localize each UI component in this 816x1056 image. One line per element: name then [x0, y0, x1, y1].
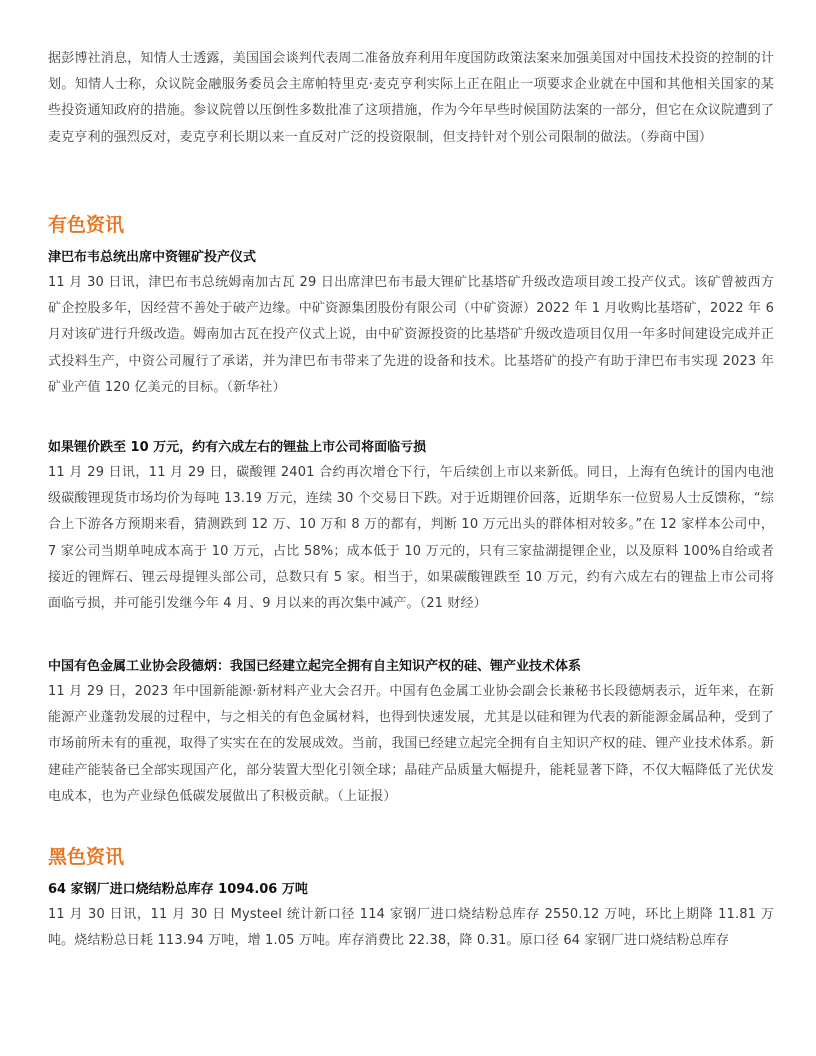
article-body: 11 月 30 日讯，津巴布韦总统姆南加古瓦 29 日出席津巴布韦最大锂矿比基塔矿升级改造项目竣工投产仪式。该矿曾被西方矿企控股多年，因经营不善处于破产边缘。中矿资源集团股份有限公司（中矿资源）2022 年 1 月收购比基塔矿，2022 年 6 月对该矿进行升级改造。姆南加古瓦在投产仪式上说，由中矿资源投资的比基塔矿升级改造项目仅用一年多时间建设完成并正式投料生产，中资公司履行了承诺，并为津巴布韦带来了先进的设备和技术。比基塔矿的投产有助于津巴布韦实现 2023 年矿业产值 120 亿美元的目标。（新华社） — [48, 275, 774, 395]
intro-paragraph: 据彭博社消息，知情人士透露，美国国会谈判代表周二准备放弃利用年度国防政策法案来加强美国对中国技术投资的控制的计划。知情人士称，众议院金融服务委员会主席帕特里克·麦克亨利实际上正在阻止一项要求企业就在中国和其他相关国家的某些投资通知政府的措施。参议院曾以压倒性多数批准了这项措施，作为今年早些时候国防法案的一部分，但它在众议院遭到了麦克亨利的强烈反对，麦克亨利长期以来一直反对广泛的投资限制，但支持针对个别公司限制的做法。（券商中国） — [48, 51, 774, 145]
article-title: 中国有色金属工业协会段德炳：我国已经建立起完全拥有自主知识产权的硅、锂产业技术体系 — [48, 659, 582, 674]
article-title: 如果锂价跌至 10 万元，约有六成左右的锂盐上市公司将面临亏损 — [48, 440, 427, 455]
article-title: 津巴布韦总统出席中资锂矿投产仪式 — [48, 250, 257, 265]
article-body: 11 月 29 日讯，11 月 29 日，碳酸锂 2401 合约再次增仓下行，午后续创上市以来新低。同日，上海有色统计的国内电池级碳酸锂现货市场均价为每吨 13.19 万元，连续 30 个交易日下跌。对于近期锂价回落，近期华东一位贸易人士反馈称，“综合上下游各方预期来看，猜测跌到 12 万、10 万和 8 万的都有，判断 10 万元出头的群体相对较多。”在 12 家样本公司中，7 家公司当期单吨成本高于 10 万元，占比 58%；成本低于 10 万元的，只有三家盐湖提锂企业，以及原料 100%自给或者接近的锂辉石、锂云母提锂头部公司，总数只有 5 家。相当于，如果碳酸锂跌至 10 万元，约有六成左右的锂盐上市公司将面临亏损，并可能引发继今年 4 月、9 月以来的再次集中减产。（21 财经） — [48, 465, 774, 612]
article-body: 11 月 29 日，2023 年中国新能源·新材料产业大会召开。中国有色金属工业协会副会长兼秘书长段德炳表示，近年来，在新能源产业蓬勃发展的过程中，与之相关的有色金属材料，也得到快速发展，尤其是以硅和锂为代表的新能源金属品种，受到了市场前所未有的重视，取得了实实在在的发展成效。当前，我国已经建立起完全拥有自主知识产权的硅、锂产业技术体系。新建硅产能装备已全部实现国产化，部分装置大型化引领全球；晶硅产品质量大幅提升，能耗显著下降，不仅大幅降低了光伏发电成本，也为产业绿色低碳发展做出了积极贡献。（上证报） — [48, 684, 774, 804]
section-title-ferrous: 黑色资讯 — [48, 846, 125, 868]
article-title: 64 家钢厂进口烧结粉总库存 1094.06 万吨 — [48, 882, 308, 897]
article-body: 11 月 30 日讯，11 月 30 日 Mysteel 统计新口径 114 家钢厂进口烧结粉总库存 2550.12 万吨，环比上期降 11.81 万吨。烧结粉总日耗 113.94 万吨，增 1.05 万吨。库存消费比 22.38，降 0.31。原口径 64 家钢厂进口烧结粉总库存 — [48, 907, 774, 949]
section-title-nonferrous: 有色资讯 — [48, 214, 125, 236]
report-page — [48, 46, 774, 949]
